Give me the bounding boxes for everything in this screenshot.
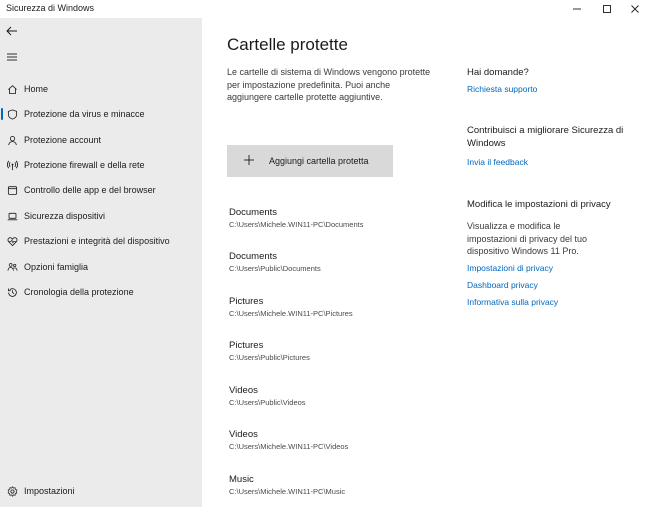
sidebar-item-device-security[interactable]: [0, 205, 202, 227]
close-button[interactable]: [620, 0, 650, 18]
add-protected-folder-button[interactable]: [227, 145, 393, 177]
sidebar-item-label: Protezione firewall e della rete: [24, 160, 145, 170]
app-window-icon: [6, 184, 18, 196]
folder-name: Documents: [229, 251, 278, 262]
privacy-settings-link[interactable]: Impostazioni di privacy: [467, 263, 553, 273]
person-icon: [6, 134, 18, 146]
back-button[interactable]: [4, 24, 20, 38]
sidebar-item-protection-history[interactable]: [0, 281, 202, 303]
folder-path: C:\Users\Michele.WIN11-PC\Videos: [229, 442, 349, 451]
folder-item[interactable]: [229, 385, 429, 407]
send-feedback-link[interactable]: Invia il feedback: [467, 157, 528, 167]
folder-name: Pictures: [229, 296, 264, 307]
shield-icon: [6, 108, 18, 120]
main-content: [202, 18, 650, 507]
folder-item[interactable]: [229, 340, 429, 362]
add-protected-folder-label: Aggiungi cartella protetta: [269, 156, 369, 166]
minimize-button[interactable]: [562, 0, 592, 18]
folder-item[interactable]: [229, 474, 429, 496]
folder-path: C:\Users\Michele.WIN11-PC\Pictures: [229, 309, 353, 318]
hamburger-menu-button[interactable]: [4, 50, 20, 64]
folder-path: C:\Users\Michele.WIN11-PC\Music: [229, 487, 346, 496]
active-indicator: [1, 108, 3, 120]
folder-item[interactable]: [229, 251, 429, 273]
back-arrow-icon: [6, 26, 18, 36]
heart-icon: [6, 235, 18, 247]
support-request-link[interactable]: Richiesta supporto: [467, 84, 538, 94]
sidebar-item-firewall[interactable]: [0, 154, 202, 176]
folder-path: C:\Users\Public\Documents: [229, 264, 321, 273]
sidebar-item-label: Protezione da virus e minacce: [24, 109, 145, 119]
folder-item[interactable]: [229, 207, 429, 229]
folder-path: C:\Users\Public\Videos: [229, 398, 306, 407]
folder-path: C:\Users\Public\Pictures: [229, 353, 310, 362]
hamburger-icon: [6, 52, 18, 62]
close-icon: [630, 4, 640, 14]
sidebar-item-label: Cronologia della protezione: [24, 287, 134, 297]
sidebar-item-family-options[interactable]: [0, 256, 202, 278]
sidebar-item-virus-protection[interactable]: [0, 103, 202, 125]
maximize-icon: [602, 4, 612, 14]
sidebar-item-label: Protezione account: [24, 135, 102, 145]
privacy-description: Visualizza e modifica le impostazioni di privacy del tuo dispositivo Windows 11 Pro.: [467, 221, 588, 256]
history-icon: [6, 286, 18, 298]
sidebar-item-settings[interactable]: [0, 480, 202, 502]
sidebar-item-label: Controllo delle app e del browser: [24, 185, 156, 195]
folder-name: Documents: [229, 207, 278, 218]
page-title: Cartelle protette: [227, 35, 348, 54]
sidebar-item-device-performance[interactable]: [0, 230, 202, 252]
plus-icon: [243, 154, 255, 166]
improve-heading: Contribuisci a migliorare Sicurezza di Windows: [467, 125, 624, 149]
folder-item[interactable]: [229, 296, 429, 318]
antenna-icon: [6, 159, 18, 171]
privacy-dashboard-link[interactable]: Dashboard privacy: [467, 280, 538, 290]
minimize-icon: [572, 4, 582, 14]
folder-name: Music: [229, 474, 254, 485]
sidebar-item-label: Opzioni famiglia: [24, 262, 89, 272]
sidebar-item-account-protection[interactable]: [0, 129, 202, 151]
questions-heading: Hai domande?: [467, 67, 529, 78]
family-icon: [6, 261, 18, 273]
privacy-statement-link[interactable]: Informativa sulla privacy: [467, 297, 559, 307]
sidebar-item-app-browser-control[interactable]: [0, 179, 202, 201]
folder-path: C:\Users\Michele.WIN11-PC\Documents: [229, 220, 364, 229]
privacy-heading: Modifica le impostazioni di privacy: [467, 199, 611, 210]
home-icon: [6, 83, 18, 95]
gear-icon: [6, 485, 18, 497]
sidebar-item-label: Sicurezza dispositivi: [24, 211, 106, 221]
folder-name: Pictures: [229, 340, 264, 351]
folder-name: Videos: [229, 385, 258, 396]
title-bar: [0, 0, 650, 18]
sidebar-item-home[interactable]: [0, 78, 202, 100]
sidebar-item-label: Prestazioni e integrità del dispositivo: [24, 236, 170, 246]
page-description: Le cartelle di sistema di Windows vengono protette per impostazione predefinita. Puoi anche aggiungere cartelle protette aggiuntive.: [227, 67, 431, 102]
window-title: Sicurezza di Windows: [6, 3, 95, 13]
folder-item[interactable]: [229, 429, 429, 451]
laptop-icon: [6, 210, 18, 222]
maximize-button[interactable]: [592, 0, 622, 18]
folder-name: Videos: [229, 429, 258, 440]
sidebar-item-label: Impostazioni: [24, 486, 75, 496]
sidebar: [0, 18, 202, 507]
sidebar-item-label: Home: [24, 84, 49, 94]
